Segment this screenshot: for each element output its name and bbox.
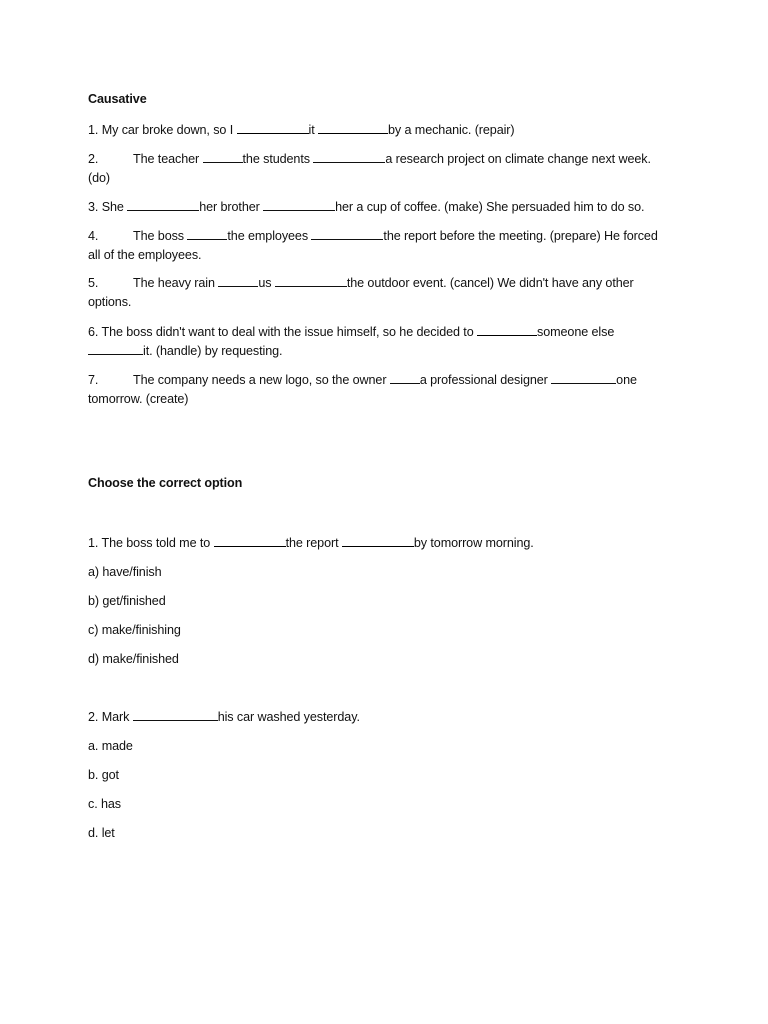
causative-question-2: 2. The teacher the students a research project on climate change next week. (do) (88, 152, 651, 185)
choose-question-1: 1. The boss told me to the report by tomorrow morning. (88, 536, 534, 550)
choose-q2-option-a[interactable]: a. made (88, 739, 133, 753)
answer-blank[interactable] (214, 535, 286, 547)
choose-question-2: 2. Mark his car washed yesterday. (88, 710, 360, 724)
choose-q1-option-d[interactable]: d) make/finished (88, 652, 179, 666)
choose-q2-option-d[interactable]: d. let (88, 826, 115, 840)
answer-blank[interactable] (127, 199, 199, 211)
causative-question-6: 6. The boss didn't want to deal with the issue himself, so he decided to someone else it. (handle) by requesting. (88, 325, 615, 358)
causative-question-1: 1. My car broke down, so I it by a mechanic. (repair) (88, 123, 515, 137)
answer-blank[interactable] (390, 372, 420, 384)
answer-blank[interactable] (133, 709, 218, 721)
answer-blank[interactable] (187, 228, 227, 240)
causative-question-7: 7. The company needs a new logo, so the owner a professional designer one tomorrow. (create) (88, 373, 637, 406)
choose-q2-option-b[interactable]: b. got (88, 768, 119, 782)
answer-blank[interactable] (477, 324, 537, 336)
answer-blank[interactable] (311, 228, 383, 240)
causative-question-5: 5. The heavy rain us the outdoor event. (cancel) We didn't have any other options. (88, 276, 634, 309)
answer-blank[interactable] (318, 122, 388, 134)
answer-blank[interactable] (88, 343, 143, 355)
answer-blank[interactable] (218, 275, 258, 287)
answer-blank[interactable] (275, 275, 347, 287)
choose-heading: Choose the correct option (88, 476, 243, 490)
answer-blank[interactable] (342, 535, 414, 547)
choose-q1-option-b[interactable]: b) get/finished (88, 594, 166, 608)
choose-q1-option-a[interactable]: a) have/finish (88, 565, 162, 579)
answer-blank[interactable] (263, 199, 335, 211)
choose-q1-option-c[interactable]: c) make/finishing (88, 623, 181, 637)
causative-question-3: 3. She her brother her a cup of coffee. (make) She persuaded him to do so. (88, 200, 645, 214)
answer-blank[interactable] (237, 122, 309, 134)
answer-blank[interactable] (203, 151, 243, 163)
choose-q2-option-c[interactable]: c. has (88, 797, 121, 811)
causative-question-4: 4. The boss the employees the report before the meeting. (prepare) He forced all of the employees. (88, 229, 658, 262)
answer-blank[interactable] (313, 151, 385, 163)
causative-heading: Causative (88, 92, 147, 106)
answer-blank[interactable] (551, 372, 616, 384)
